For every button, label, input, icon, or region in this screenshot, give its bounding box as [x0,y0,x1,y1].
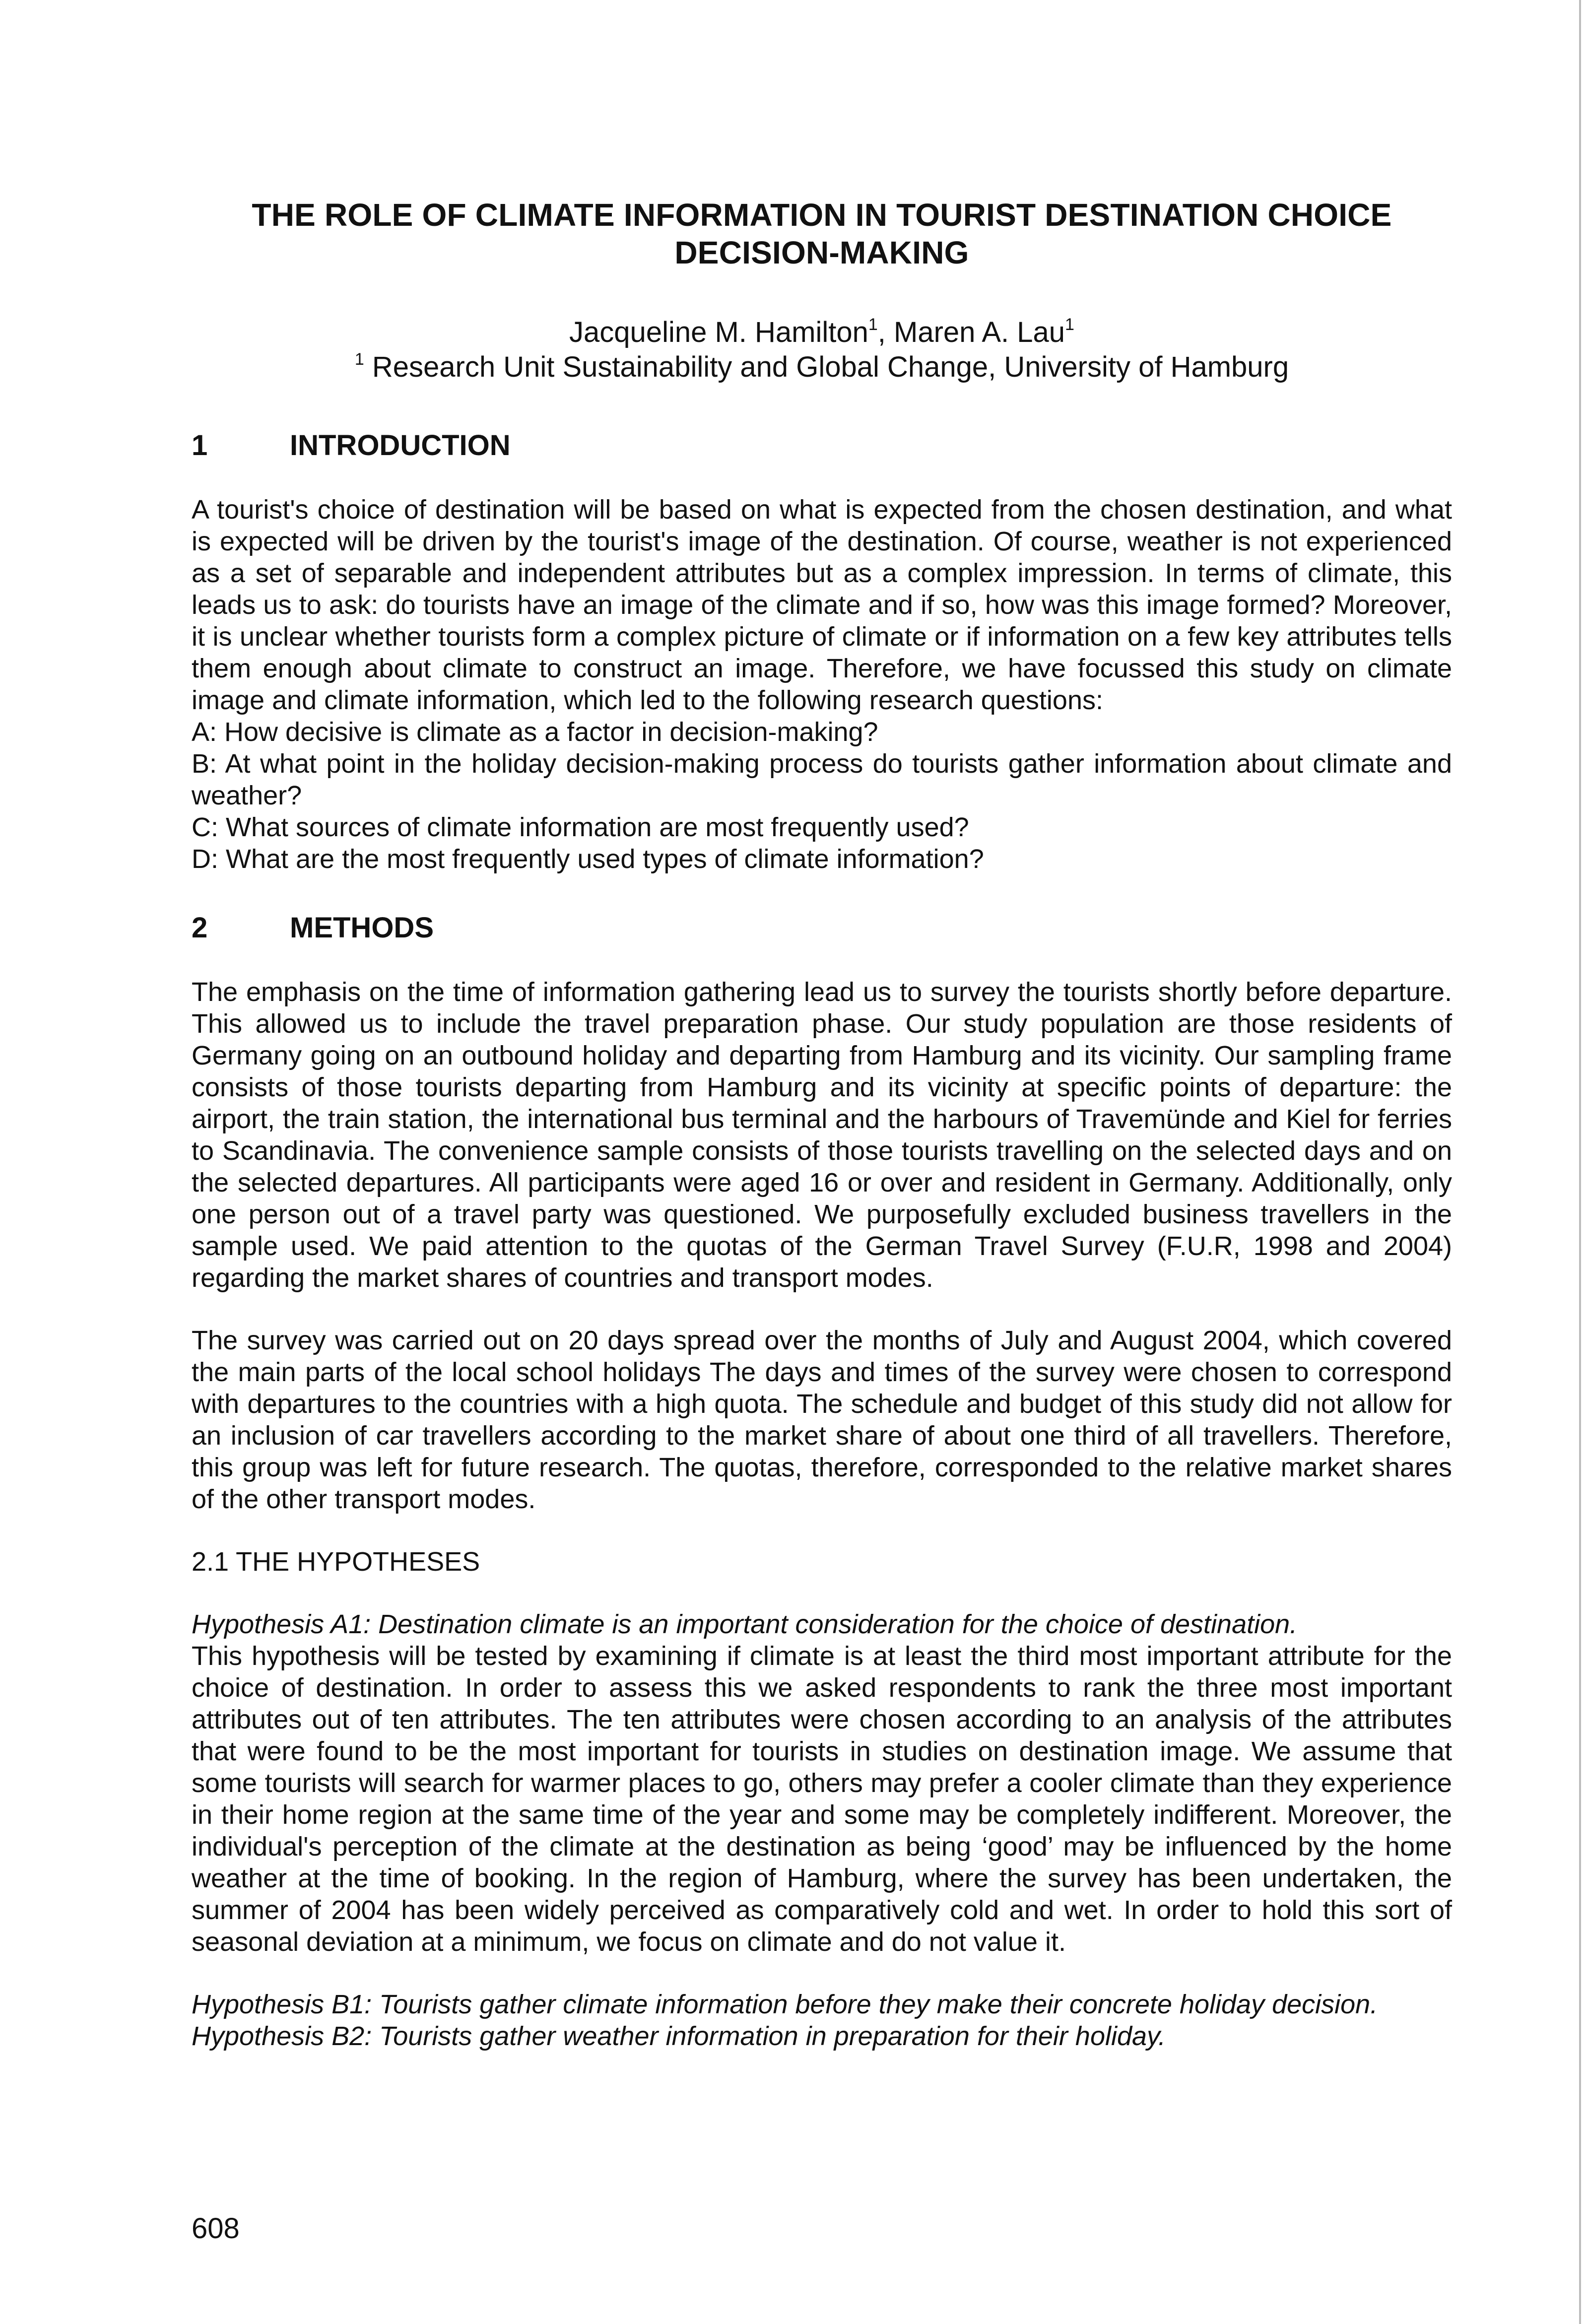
affiliation-mark: 1 [354,349,364,369]
paper-title [192,196,1452,271]
authors [192,315,1452,350]
intro-paragraph: A tourist's choice of destination will be based on what is expected from the chosen destination, and what is expected will be driven by the tourist's image of the destination. Of course, weather is not experienced as a set of separable and independent attributes but as a complex impression. In terms of climate, this leads us to ask: do tourists have an image of the climate and if so, how was this image formed? Moreover, it is unclear whether tourists form a complex picture of climate or if information on a few key attributes tells them enough about climate to construct an image. Therefore, we have focussed this study on climate image and climate information, which led to the following research questions: [192,495,1452,715]
section-number: 1 [192,429,208,462]
title-line-1: THE ROLE OF CLIMATE INFORMATION IN TOURIST DESTINATION CHOICE [252,197,1392,233]
page-number: 608 [192,2212,240,2245]
methods-paragraph-2: The survey was carried out on 20 days spread over the months of July and August 2004, which covered the main parts of the local school holidays The days and times of the survey were chosen to correspond with departures to the countries with a high quota. The schedule and budget of this study did not allow for an inclusion of car travellers according to the market share of about one third of all travellers. Therefore, this group was left for future research. The quotas, therefore, corresponded to the relative market shares of the other transport modes. [192,1326,1452,1514]
author-2: Maren A. Lau [894,316,1065,348]
section-title: INTRODUCTION [290,429,511,462]
hypotheses-paragraph: This hypothesis will be tested by examining if climate is at least the third most important attribute for the choice of destination. In order to assess this we asked respondents to rank the three most important attributes out of ten attributes. The ten attributes were chosen according to an analysis of the attributes that were found to be the most important for tourists in studies on destination image. We assume that some tourists will search for warmer places to go, others may prefer a cooler climate than they experience in their home region at the same time of the year and some may be completely indifferent. Moreover, the individual's perception of the climate at the destination as being ‘good’ may be influenced by the home weather at the time of booking. In the region of Hamburg, where the survey has been undertaken, the summer of 2004 has been widely perceived as comparatively cold and wet. In order to hold this sort of seasonal deviation at a minimum, we focus on climate and do not value it. [192,1641,1452,1957]
subsection-heading-hypotheses: 2.1 THE HYPOTHESES [192,1547,480,1577]
hypothesis-b2: Hypothesis B2: Tourists gather weather information in preparation for their holiday. [192,2021,1166,2051]
research-question-a: A: How decisive is climate as a factor in decision-making? [192,717,878,747]
section-heading-methods [192,911,1452,945]
section-number: 2 [192,912,208,944]
author-separator: , [877,316,894,348]
research-question-c: C: What sources of climate information are most frequently used? [192,812,969,842]
methods-paragraph-1: The emphasis on the time of information gathering lead us to survey the tourists shortly before departure. This allowed us to include the travel preparation phase. Our study population are those residents of Germany going on an outbound holiday and departing from Hamburg and its vicinity. Our sampling frame consists of those tourists departing from Hamburg and its vicinity at specific points of departure: the airport, the train station, the international bus terminal and the harbours of Travemünde and Kiel for ferries to Scandinavia. The convenience sample consists of those tourists travelling on the selected days and on the selected departures. All participants were aged 16 or over and resident in Germany. Additionally, only one person out of a travel party was questioned. We purposefully excluded business travellers in the sample used. We paid attention to the quotas of the German Travel Survey (F.U.R, 1998 and 2004) regarding the market shares of countries and transport modes. [192,977,1452,1293]
affiliation-text: Research Unit Sustainability and Global Change, University of Hamburg [364,351,1289,383]
research-question-d: D: What are the most frequently used types of climate information? [192,844,984,874]
section-title: METHODS [290,912,434,944]
page-content [192,196,1452,2052]
author-1-affiliation-mark: 1 [868,315,878,334]
affiliation [192,350,1452,385]
section-heading-introduction [192,428,1452,463]
author-2-affiliation-mark: 1 [1065,315,1074,334]
research-question-b: B: At what point in the holiday decision-making process do tourists gather information about climate and weather? [192,749,1452,810]
title-line-2: DECISION-MAKING [674,235,969,270]
scan-edge-line [1579,0,1581,2324]
author-1: Jacqueline M. Hamilton [569,316,868,348]
hypothesis-b1: Hypothesis B1: Tourists gather climate information before they make their concrete holiday decision. [192,1990,1378,2019]
hypothesis-a1: Hypothesis A1: Destination climate is an important consideration for the choice of destination. [192,1609,1298,1639]
